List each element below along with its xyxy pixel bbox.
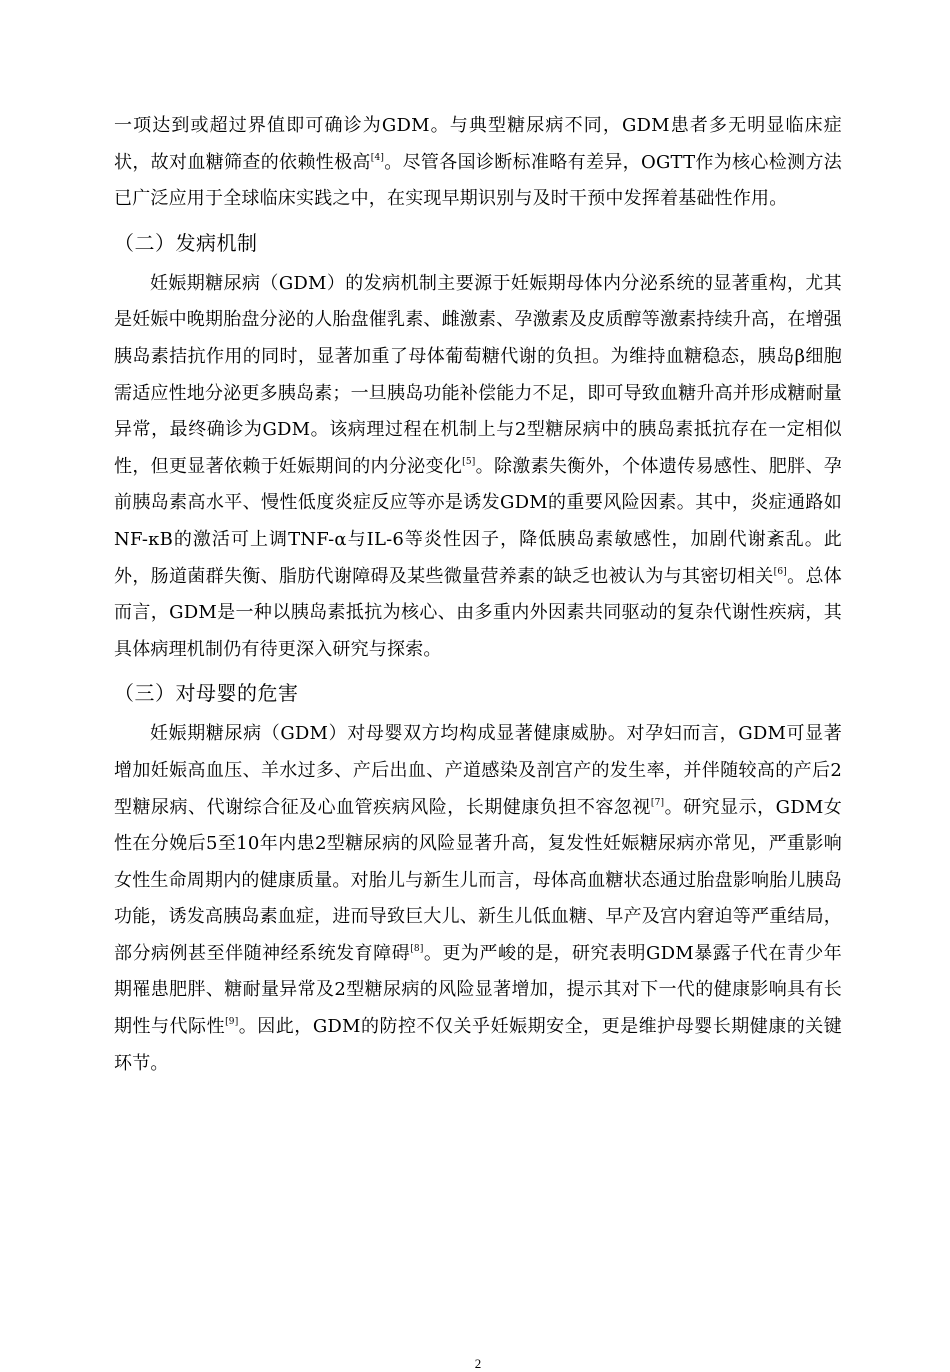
page-number: 2 xyxy=(474,1356,482,1371)
pathogenesis-paragraph xyxy=(114,266,842,669)
intro-text: 一项达到或超过界值即可确诊为GDM。与典型糖尿病不同，GDM患者多无明显临床症状，故对血糖筛查的依赖性极高 xyxy=(114,115,842,173)
citation-5: [5] xyxy=(462,456,476,467)
harms-text-4: 。因此，GDM的防控不仅关乎妊娠期安全，更是维护母婴长期健康的关键环节。 xyxy=(114,1016,843,1074)
harms-text-1: 妊娠期糖尿病（GDM）对母婴双方均构成显著健康威胁。对孕妇而言，GDM可显著增加妊娠高血压、羊水过多、产后出血、产道感染及剖宫产的发生率，并伴随较高的产后2型糖尿病、代谢综合征及心血管疾病风险，长期健康负担不容忽视 xyxy=(114,723,842,818)
page-body xyxy=(114,108,843,1371)
intro-text-continued: 。尽管各国诊断标准略有差异，OGTT作为核心检测方法已广泛应用于全球临床实践之中，在实现早期识别与及时干预中发挥着基础性作用。 xyxy=(114,151,842,210)
harms-text-2: 。研究显示，GDM女性在分娩后5至10年内患2型糖尿病的风险显著升高，复发性妊娠糖尿病亦常见，严重影响女性生命周期内的健康质量。对胎儿与新生儿而言，母体高血糖状态通过胎盘影响胎儿胰岛功能，诱发高胰岛素血症，进而导致巨大儿、新生儿低血糖、早产及宫内窘迫等严重结局，部分病例甚至伴随神经系统发育障碍 xyxy=(114,796,842,964)
citation-9: [9] xyxy=(225,1017,239,1028)
harms-paragraph xyxy=(114,716,842,1082)
citation-8: [8] xyxy=(410,943,424,954)
section-heading-pathogenesis: （二）发病机制 xyxy=(114,230,258,255)
intro-paragraph xyxy=(114,108,842,218)
section-heading-harms: （三）对母婴的危害 xyxy=(114,681,299,706)
citation-4: [4] xyxy=(370,152,385,163)
harms-text-3: 。更为严峻的是，研究表明GDM暴露子代在青少年期罹患肥胖、糖耐量异常及2型糖尿病的风险显著增加，提示其对下一代的健康影响具有长期性与代际性 xyxy=(114,942,842,1038)
citation-6: [6] xyxy=(773,566,788,577)
pathogenesis-text-3: 。总体而言，GDM是一种以胰岛素抵抗为核心、由多重内外因素共同驱动的复杂代谢性疾病，其具体病理机制仍有待更深入研究与探索。 xyxy=(114,565,842,660)
pathogenesis-text-1: 妊娠期糖尿病（GDM）的发病机制主要源于妊娠期母体内分泌系统的显著重构，尤其是妊娠中晚期胎盘分泌的人胎盘催乳素、雌激素、孕激素及皮质醇等激素持续升高，在增强胰岛素拮抗作用的同时，显著加重了母体葡萄糖代谢的负担。为维持血糖稳态，胰岛β细胞需适应性地分泌更多胰岛素；一旦胰岛功能补偿能力不足，即可导致血糖升高并形成糖耐量异常，最终确诊为GDM。该病理过程在机制上与2型糖尿病中的胰岛素抵抗存在一定相似性，但更显著依赖于妊娠期间的内分泌变化 xyxy=(114,272,842,477)
pathogenesis-text-2: 。除激素失衡外，个体遗传易感性、肥胖、孕前胰岛素高水平、慢性低度炎症反应等亦是诱发GDM的重要风险因素。其中，炎症通路如NF-κB的激活可上调TNF-α与IL-6等炎性因子，降低胰岛素敏感性，加剧代谢紊乱。此外，肠道菌群失衡、脂肪代谢障碍及某些微量营养素的缺乏也被认为与其密切相关 xyxy=(114,455,842,587)
citation-7: [7] xyxy=(650,797,665,808)
